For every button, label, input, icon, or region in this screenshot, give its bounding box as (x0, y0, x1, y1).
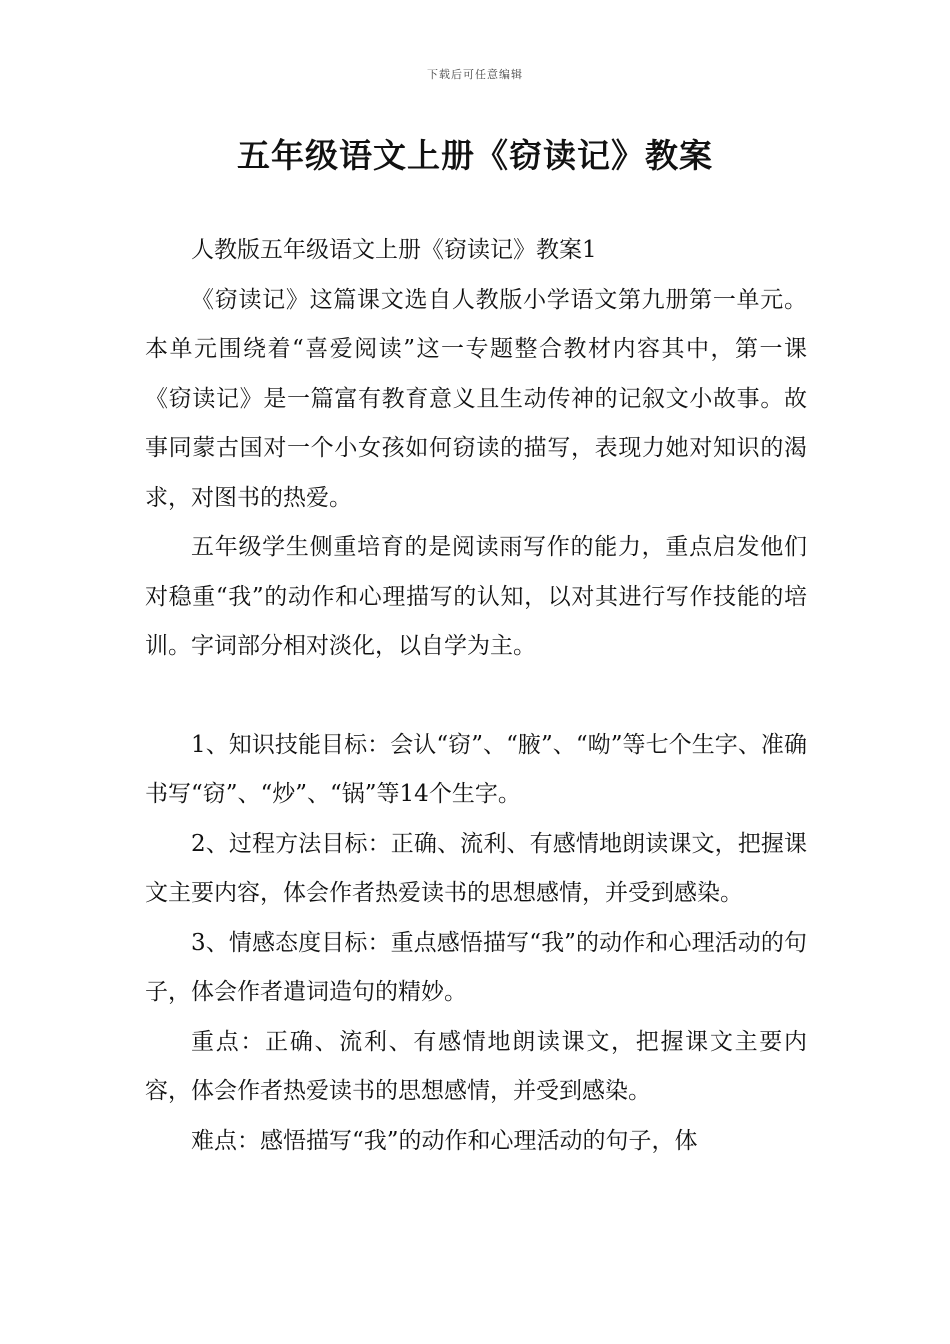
key-point-paragraph: 重点：正确、流利、有感情地朗读课文，把握课文主要内容，体会作者热爱读书的思想感情，并受到感染。 (145, 1028, 807, 1104)
goal-emotion-paragraph: 3、情感态度目标：重点感悟描写“我”的动作和心理活动的句子，体会作者遣词造句的精妙。 (145, 929, 807, 1005)
document-title: 五年级语文上册《窃读记》教案 (237, 136, 713, 175)
document-body (145, 226, 807, 1166)
blank-line (145, 672, 807, 721)
student-analysis-paragraph: 五年级学生侧重培育的是阅读雨写作的能力，重点启发他们对稳重“我”的动作和心理描写的认知，以对其进行写作技能的培训。字词部分相对淡化，以自学为主。 (145, 534, 807, 659)
subtitle-paragraph: 人教版五年级语文上册《窃读记》教案1 (191, 237, 597, 263)
difficulty-paragraph: 难点：感悟描写“我”的动作和心理活动的句子，体 (191, 1127, 698, 1154)
header-note: 下载后可任意编辑 (427, 68, 523, 81)
goal-process-paragraph: 2、过程方法目标：正确、流利、有感情地朗读课文，把握课文主要内容，体会作者热爱读书的思想感情，并受到感染。 (145, 830, 807, 906)
goal-knowledge-paragraph: 1、知识技能目标：会认“窃”、“腋”、“呦”等七个生字、准确书写“窃”、“炒”、“锅”等14个生字。 (145, 731, 807, 807)
intro-paragraph: 《窃读记》这篇课文选自人教版小学语文第九册第一单元。本单元围绕着“喜爱阅读”这一专题整合教材内容其中，第一课《窃读记》是一篇富有教育意义且生动传神的记叙文小故事。故事同蒙古国对一个小女孩如何窃读的描写，表现力她对知识的渴求，对图书的热爱。 (145, 286, 807, 511)
